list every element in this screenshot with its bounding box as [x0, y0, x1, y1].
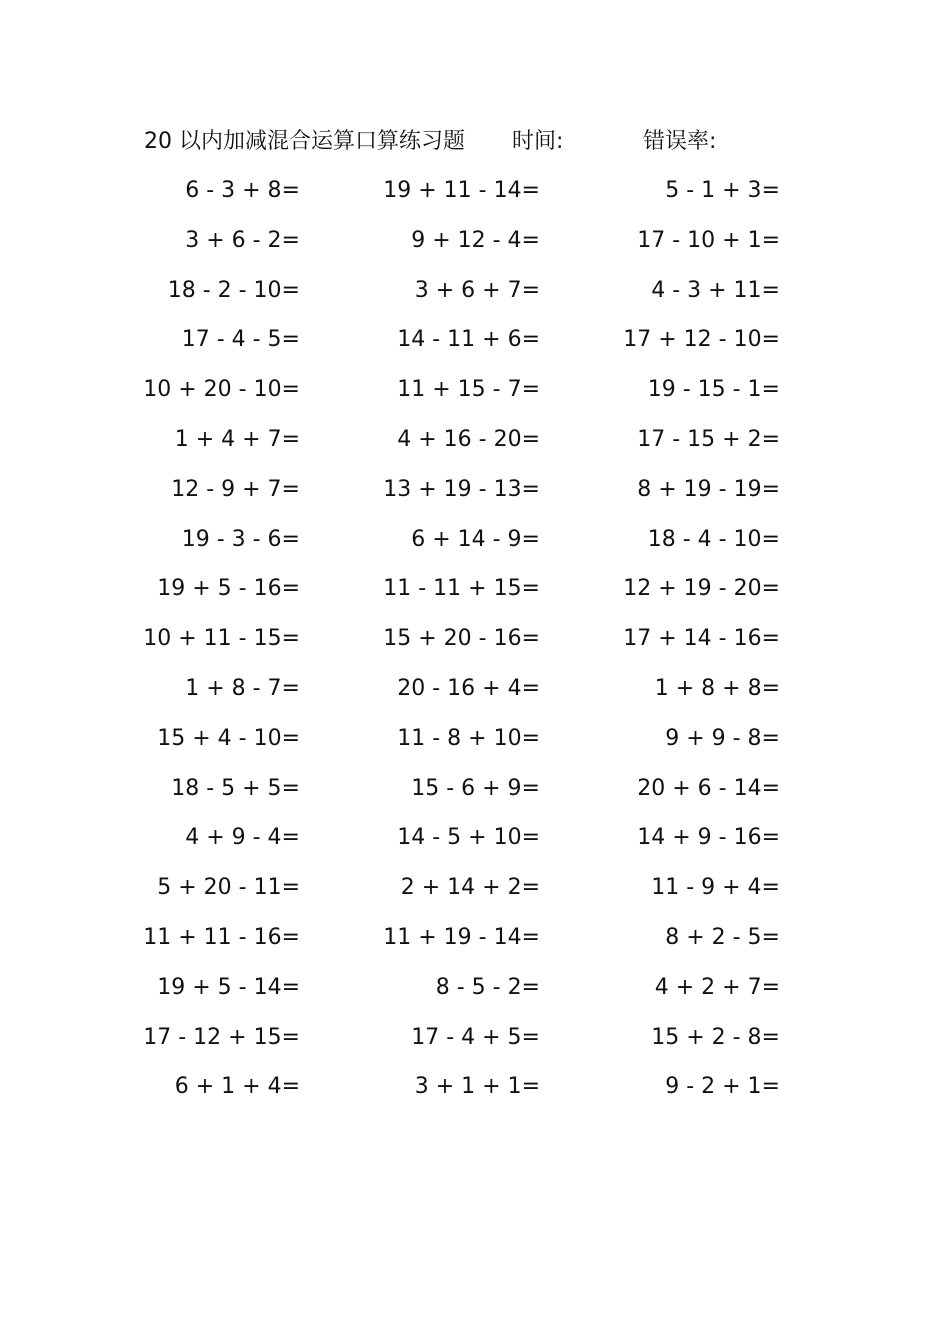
- problem-row: [0, 771, 950, 807]
- problem-cell: 19 - 15 - 1=: [647, 377, 780, 402]
- problem-row: [0, 522, 950, 558]
- problem-cell: 17 - 10 + 1=: [637, 228, 780, 253]
- problem-row: [0, 472, 950, 508]
- problem-cell: 13 + 19 - 13=: [383, 477, 540, 502]
- problem-row: [0, 870, 950, 906]
- problem-cell: 15 - 6 + 9=: [411, 776, 540, 801]
- problem-cell: 8 + 2 - 5=: [665, 925, 780, 950]
- problem-cell: 19 - 3 - 6=: [181, 527, 300, 552]
- problem-row: [0, 173, 950, 209]
- problem-cell: 6 + 1 + 4=: [174, 1074, 300, 1099]
- problem-row: [0, 422, 950, 458]
- problem-cell: 14 - 11 + 6=: [397, 327, 540, 352]
- problem-cell: 17 - 15 + 2=: [637, 427, 780, 452]
- problem-cell: 17 - 12 + 15=: [143, 1025, 300, 1050]
- problem-cell: 11 - 11 + 15=: [383, 576, 540, 601]
- problem-cell: 10 + 20 - 10=: [143, 377, 300, 402]
- problem-row: [0, 970, 950, 1006]
- problem-cell: 14 + 9 - 16=: [637, 825, 780, 850]
- problem-cell: 19 + 5 - 16=: [157, 576, 300, 601]
- problem-cell: 6 + 14 - 9=: [411, 527, 540, 552]
- problem-row: [0, 322, 950, 358]
- problem-cell: 12 + 19 - 20=: [623, 576, 780, 601]
- problem-row: [0, 223, 950, 259]
- problem-cell: 14 - 5 + 10=: [397, 825, 540, 850]
- problem-cell: 2 + 14 + 2=: [400, 875, 540, 900]
- time-label: 时间:: [512, 129, 564, 154]
- problem-cell: 15 + 4 - 10=: [157, 726, 300, 751]
- problem-cell: 10 + 11 - 15=: [143, 626, 300, 651]
- error-rate-label: 错误率:: [643, 129, 717, 154]
- problem-cell: 11 + 15 - 7=: [397, 377, 540, 402]
- problem-cell: 1 + 8 + 8=: [654, 676, 780, 701]
- problem-cell: 8 + 19 - 19=: [637, 477, 780, 502]
- problem-cell: 1 + 4 + 7=: [174, 427, 300, 452]
- problem-cell: 17 - 4 - 5=: [181, 327, 300, 352]
- problem-cell: 19 + 5 - 14=: [157, 975, 300, 1000]
- problem-cell: 1 + 8 - 7=: [185, 676, 300, 701]
- problem-cell: 18 - 4 - 10=: [647, 527, 780, 552]
- problem-row: [0, 671, 950, 707]
- problem-row: [0, 372, 950, 408]
- problem-cell: 3 + 1 + 1=: [414, 1074, 540, 1099]
- problem-row: [0, 820, 950, 856]
- problem-cell: 6 - 3 + 8=: [185, 178, 300, 203]
- problem-cell: 4 - 3 + 11=: [651, 278, 780, 303]
- problem-cell: 9 - 2 + 1=: [665, 1074, 780, 1099]
- problem-row: [0, 621, 950, 657]
- problem-cell: 17 - 4 + 5=: [411, 1025, 540, 1050]
- problem-cell: 19 + 11 - 14=: [383, 178, 540, 203]
- problem-cell: 9 + 9 - 8=: [665, 726, 780, 751]
- problem-cell: 8 - 5 - 2=: [435, 975, 540, 1000]
- problem-row: [0, 920, 950, 956]
- problem-cell: 3 + 6 + 7=: [414, 278, 540, 303]
- problem-row: [0, 273, 950, 309]
- problem-cell: 12 - 9 + 7=: [171, 477, 300, 502]
- worksheet-title: 20 以内加减混合运算口算练习题: [144, 129, 465, 154]
- problem-row: [0, 1020, 950, 1056]
- problem-row: [0, 721, 950, 757]
- problem-cell: 17 + 12 - 10=: [623, 327, 780, 352]
- problem-cell: 20 + 6 - 14=: [637, 776, 780, 801]
- problem-cell: 5 + 20 - 11=: [157, 875, 300, 900]
- problem-cell: 15 + 20 - 16=: [383, 626, 540, 651]
- problem-cell: 4 + 2 + 7=: [654, 975, 780, 1000]
- problem-cell: 4 + 9 - 4=: [185, 825, 300, 850]
- problem-row: [0, 571, 950, 607]
- problem-cell: 15 + 2 - 8=: [651, 1025, 780, 1050]
- problem-cell: 20 - 16 + 4=: [397, 676, 540, 701]
- problem-cell: 11 - 8 + 10=: [397, 726, 540, 751]
- problem-row: [0, 1069, 950, 1105]
- problem-cell: 18 - 5 + 5=: [171, 776, 300, 801]
- problem-cell: 3 + 6 - 2=: [185, 228, 300, 253]
- problem-cell: 11 + 11 - 16=: [143, 925, 300, 950]
- problem-cell: 11 + 19 - 14=: [383, 925, 540, 950]
- worksheet-header: [0, 126, 950, 158]
- problem-cell: 11 - 9 + 4=: [651, 875, 780, 900]
- problem-cell: 5 - 1 + 3=: [665, 178, 780, 203]
- problem-cell: 17 + 14 - 16=: [623, 626, 780, 651]
- problem-cell: 18 - 2 - 10=: [167, 278, 300, 303]
- problem-cell: 4 + 16 - 20=: [397, 427, 540, 452]
- problem-cell: 9 + 12 - 4=: [411, 228, 540, 253]
